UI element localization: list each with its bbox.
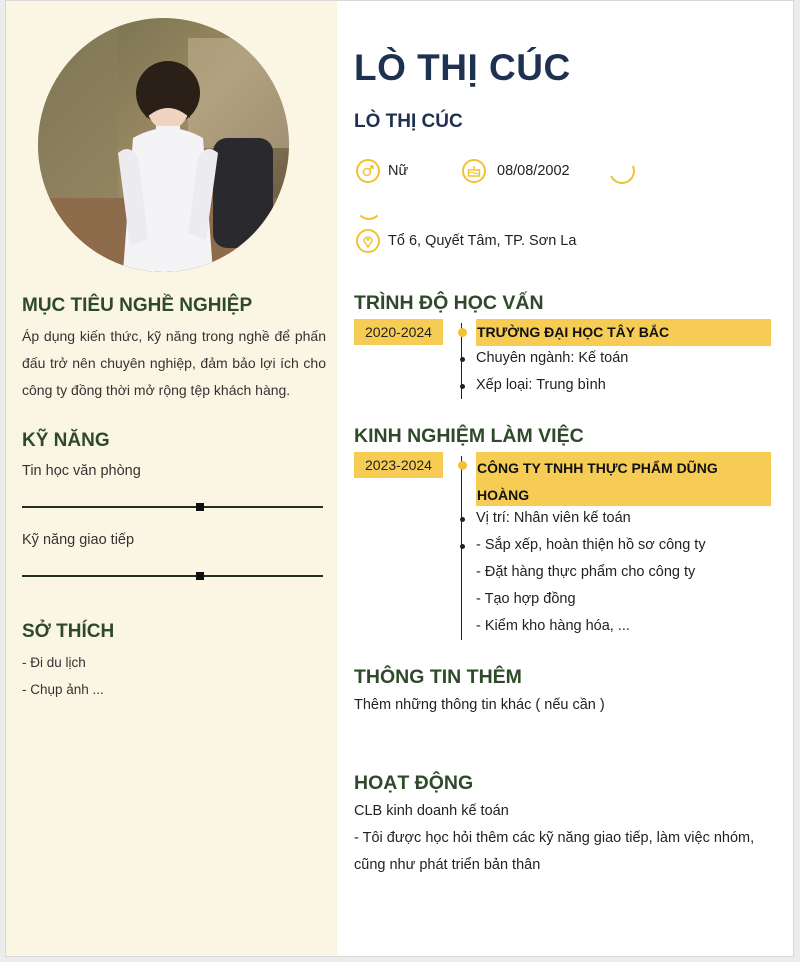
- experience-detail: - Đặt hàng thực phẩm cho công ty: [476, 564, 696, 580]
- school-name: TRƯỜNG ĐẠI HỌC TÂY BẮC: [476, 319, 771, 346]
- skill-label: Tin học văn phòng: [22, 463, 141, 479]
- experience-detail: - Tạo hợp đồng: [476, 591, 576, 607]
- activities-heading: HOẠT ĐỘNG: [354, 772, 474, 794]
- skill-level-bar: [22, 575, 323, 577]
- profile-photo-image: [38, 18, 289, 272]
- experience-detail: - Kiểm kho hàng hóa, ...: [476, 618, 630, 634]
- sidebar: [6, 1, 337, 957]
- hobby-item: - Chụp ảnh ...: [22, 682, 104, 697]
- candidate-subtitle: LÒ THỊ CÚC: [354, 111, 463, 132]
- blank-contact-icon: [605, 154, 638, 187]
- education-period: 2020-2024: [354, 319, 443, 345]
- experience-detail: - Sắp xếp, hoàn thiện hồ sơ công ty: [476, 537, 706, 553]
- candidate-name: LÒ THỊ CÚC: [354, 47, 571, 88]
- education-detail: Xếp loại: Trung bình: [476, 377, 606, 393]
- skills-heading: KỸ NĂNG: [22, 430, 110, 451]
- address-value: Tổ 6, Quyết Tâm, TP. Sơn La: [388, 233, 577, 249]
- activity-item: CLB kinh doanh kế toán: [354, 803, 509, 819]
- cv-page: [5, 0, 794, 957]
- timeline-dot: [458, 328, 467, 337]
- experience-heading: KINH NGHIỆM LÀM VIỆC: [354, 425, 584, 447]
- skill-label: Kỹ năng giao tiếp: [22, 532, 135, 548]
- additional-info-text: Thêm những thông tin khác ( nếu cần ): [354, 697, 605, 713]
- gender-icon: [356, 159, 380, 183]
- company-name: CÔNG TY TNHH THỰC PHẨM DŨNG HOÀNG: [476, 452, 771, 506]
- hobbies-heading: SỞ THÍCH: [22, 621, 115, 642]
- timeline-dot: [460, 517, 465, 522]
- hobby-item: - Đi du lịch: [22, 655, 86, 670]
- map-pin-icon: [356, 229, 380, 253]
- timeline-dot: [460, 357, 465, 362]
- education-heading: TRÌNH ĐỘ HỌC VẤN: [354, 292, 544, 314]
- activity-description: - Tôi được học hỏi thêm các kỹ năng giao tiếp, làm việc nhóm, cũng như phát triển bản thân: [354, 830, 755, 873]
- education-detail: Chuyên ngành: Kế toán: [476, 350, 629, 366]
- skill-level-marker: [196, 503, 204, 511]
- additional-info-heading: THÔNG TIN THÊM: [354, 666, 522, 688]
- skill-level-marker: [196, 572, 204, 580]
- objective-text: Áp dụng kiến thức, kỹ năng trong nghề để phấn đấu trở nên chuyên nghiệp, đảm bảo lợi ích cho công ty đồng thời mở rộng tệp khách hàng.: [22, 328, 326, 398]
- timeline-dot: [460, 384, 465, 389]
- birthday-value: 08/08/2002: [497, 163, 570, 179]
- timeline-dot: [460, 544, 465, 549]
- birthday-cake-icon: [462, 159, 486, 183]
- skill-level-bar: [22, 506, 323, 508]
- objective-heading: MỤC TIÊU NGHỀ NGHIỆP: [22, 295, 253, 316]
- gender-value: Nữ: [388, 163, 409, 179]
- experience-detail: Vị trí: Nhân viên kế toán: [476, 510, 631, 526]
- blank-contact-icon: [356, 194, 382, 220]
- profile-photo: [38, 18, 289, 272]
- experience-period: 2023-2024: [354, 452, 443, 478]
- timeline-dot: [458, 461, 467, 470]
